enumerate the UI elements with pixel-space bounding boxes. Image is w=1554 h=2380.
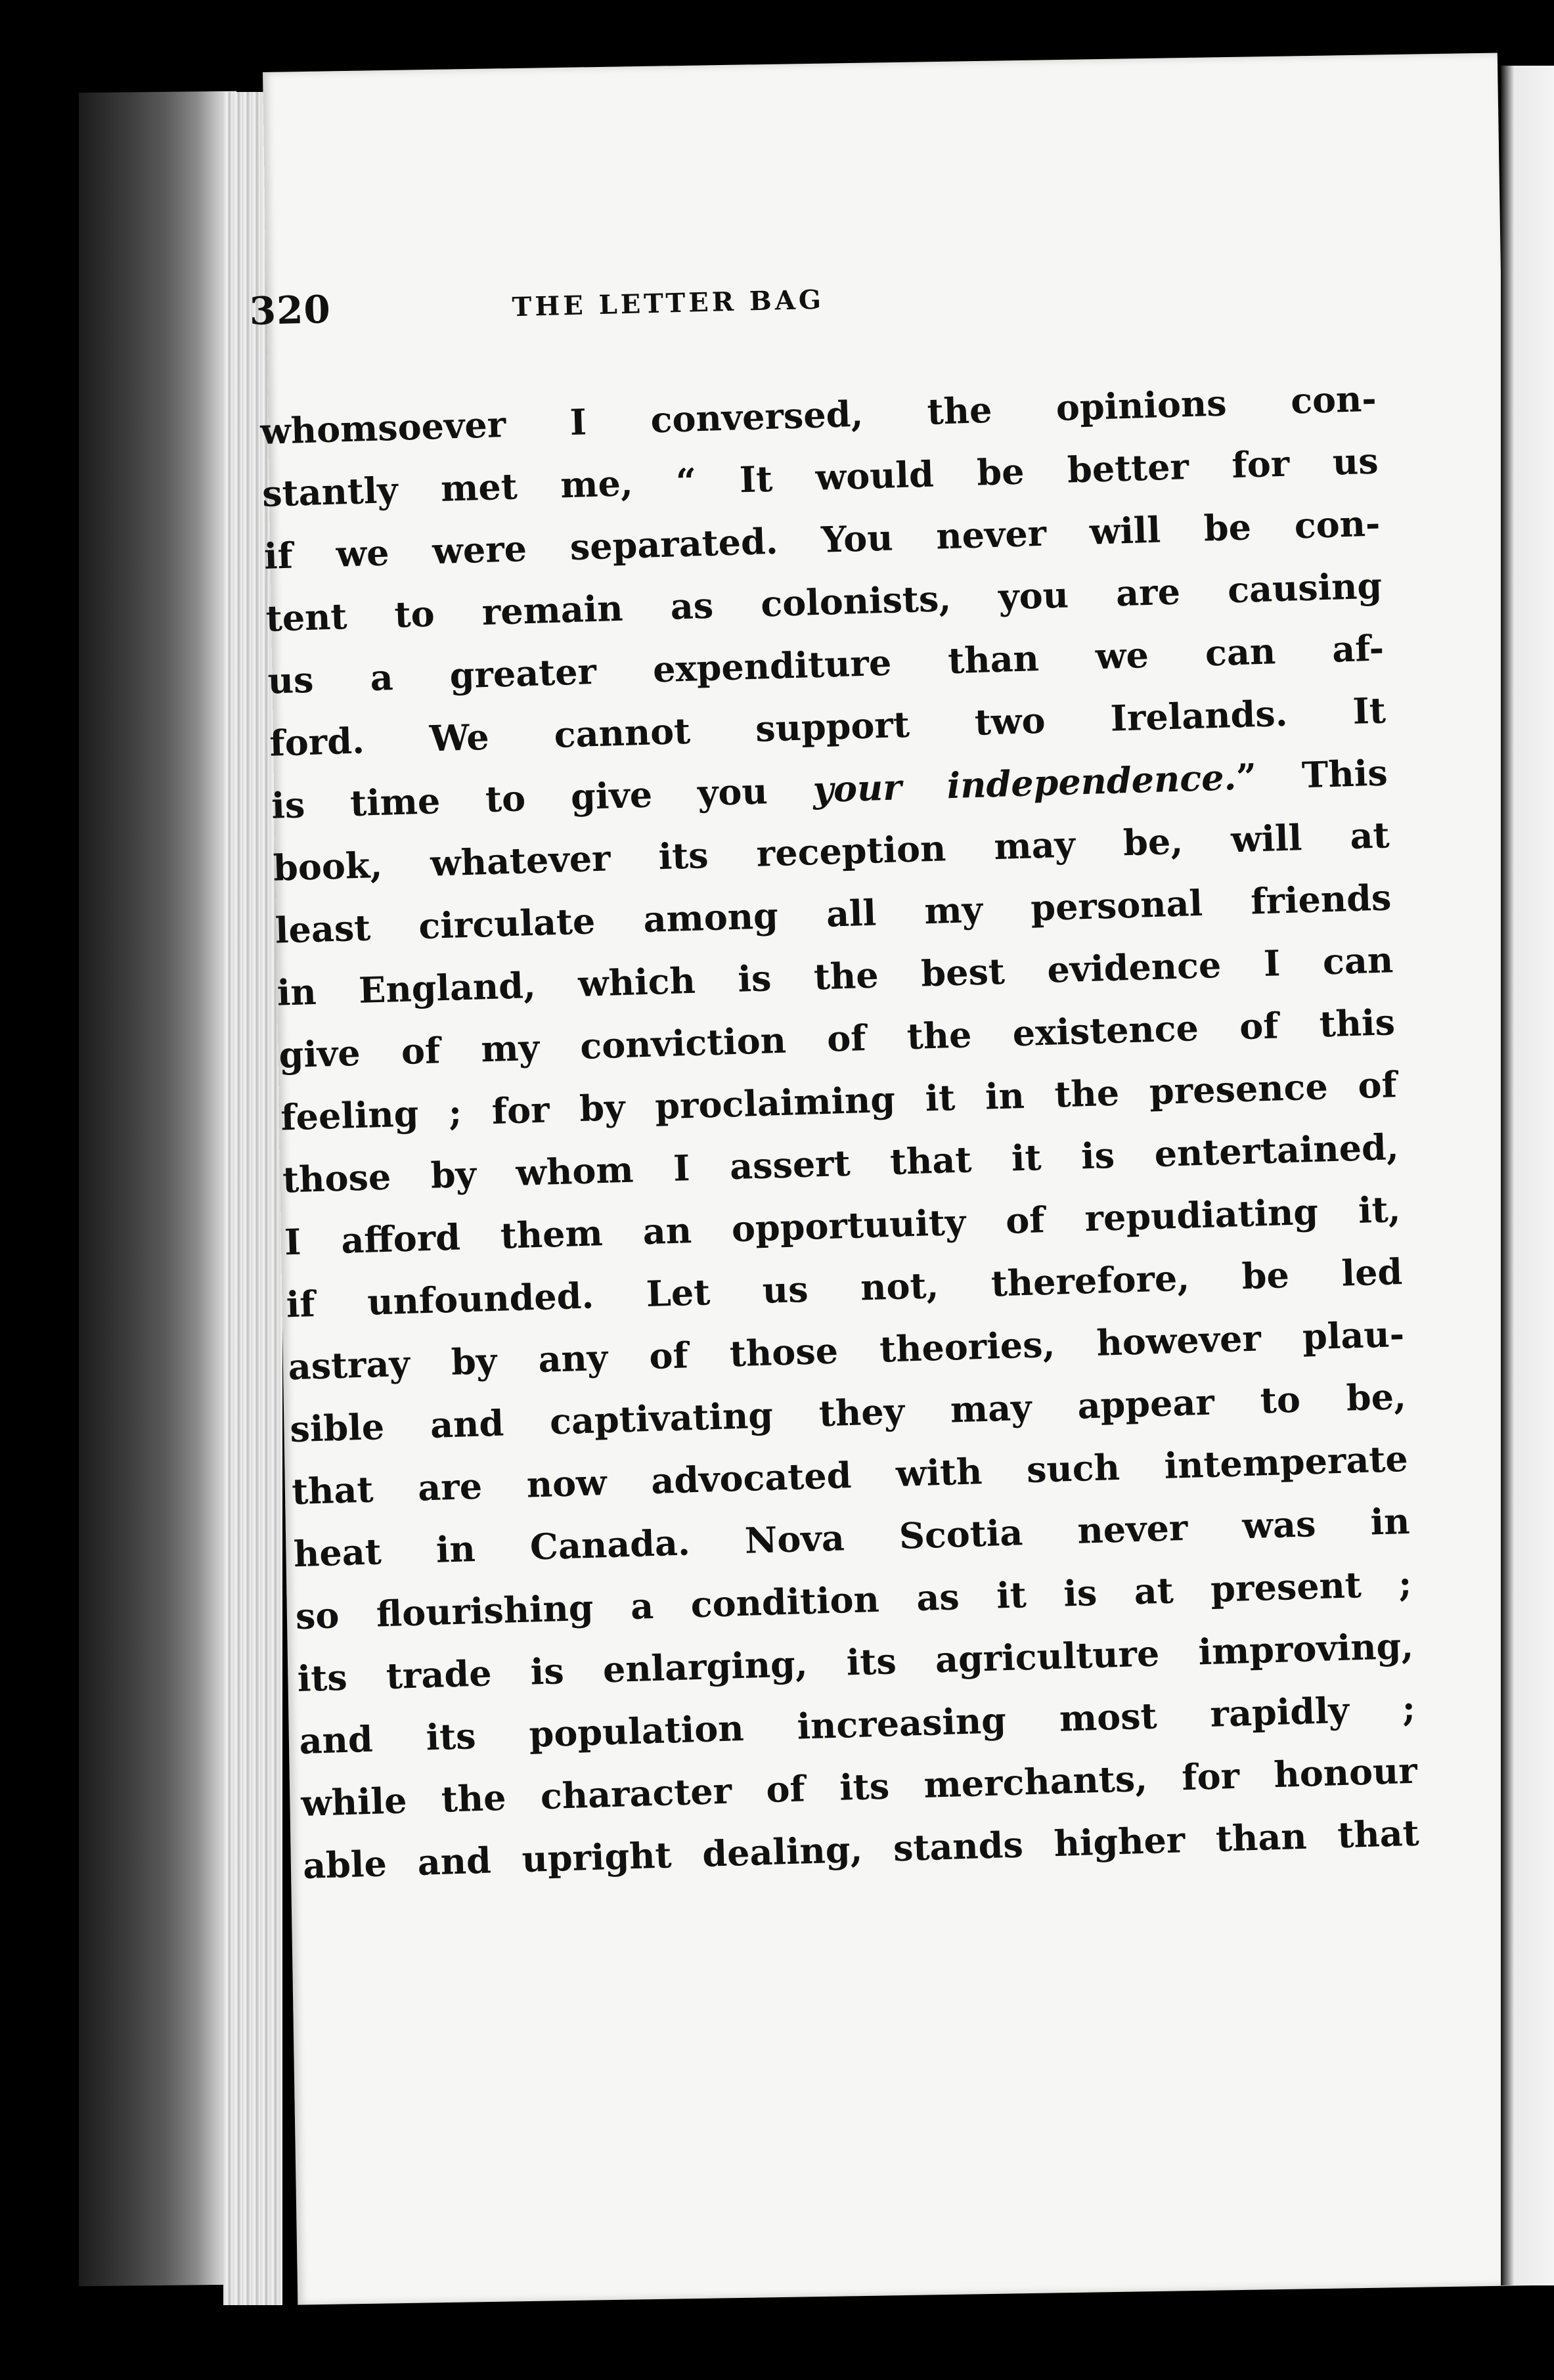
- text-line: sible and captivating they may appear to be,: [289, 1375, 1407, 1451]
- text-line: while the character of its merchants, for honour: [300, 1749, 1418, 1825]
- text-line: its trade is enlarging, its agriculture improving,: [296, 1624, 1414, 1700]
- italic-phrase: your independence.: [812, 756, 1237, 811]
- text-line: I afford them an opportuuity of repudiating it,: [284, 1188, 1402, 1264]
- text-line-start: is time to give you: [271, 768, 814, 827]
- text-line: so flourishing a condition as it is at present ;: [294, 1562, 1413, 1638]
- running-title: THE LETTER BAG: [512, 284, 825, 323]
- text-line: heat in Canada. Nova Scotia never was in: [293, 1499, 1411, 1576]
- text-line: in England, which is the best evidence I can: [276, 938, 1394, 1014]
- page-number: 320: [248, 286, 332, 334]
- text-line: whomsoever I conversed, the opinions con-: [259, 377, 1377, 452]
- book-spine-edge: [79, 91, 236, 2287]
- text-line: give of my conviction of the existence of this: [278, 1001, 1396, 1076]
- text-line: that are now advocated with such intemperate: [291, 1437, 1409, 1513]
- text-line: if unfounded. Let us not, therefore, be led: [285, 1250, 1404, 1326]
- text-line: book, whatever its reception may be, will at: [273, 814, 1390, 889]
- body-text: [259, 368, 1420, 1897]
- text-line: and its population increasing most rapidly ;: [298, 1686, 1416, 1763]
- text-line: those by whom I assert that it is entertained,: [282, 1126, 1400, 1201]
- text-line: ford. We cannot support two Irelands. It: [269, 689, 1387, 764]
- text-line: tent to remain as colonists, you are causing: [265, 564, 1383, 640]
- text-line: feeling ; for by proclaiming it in the presence of: [280, 1063, 1398, 1139]
- text-line: astray by any of those theories, however plau-: [287, 1312, 1405, 1388]
- text-line: us a greater expenditure than we can af-: [267, 627, 1385, 702]
- text-line: able and upright dealing, stands higher than that: [302, 1811, 1420, 1887]
- text-line: stantly met me, “ It would be better for us: [261, 439, 1379, 515]
- text-line: least circulate among all my personal friends: [274, 876, 1392, 952]
- text-line-end: ” This: [1235, 751, 1388, 799]
- text-line: if we were separated. You never will be con-: [263, 502, 1381, 577]
- facing-page-edge: [1501, 66, 1554, 2285]
